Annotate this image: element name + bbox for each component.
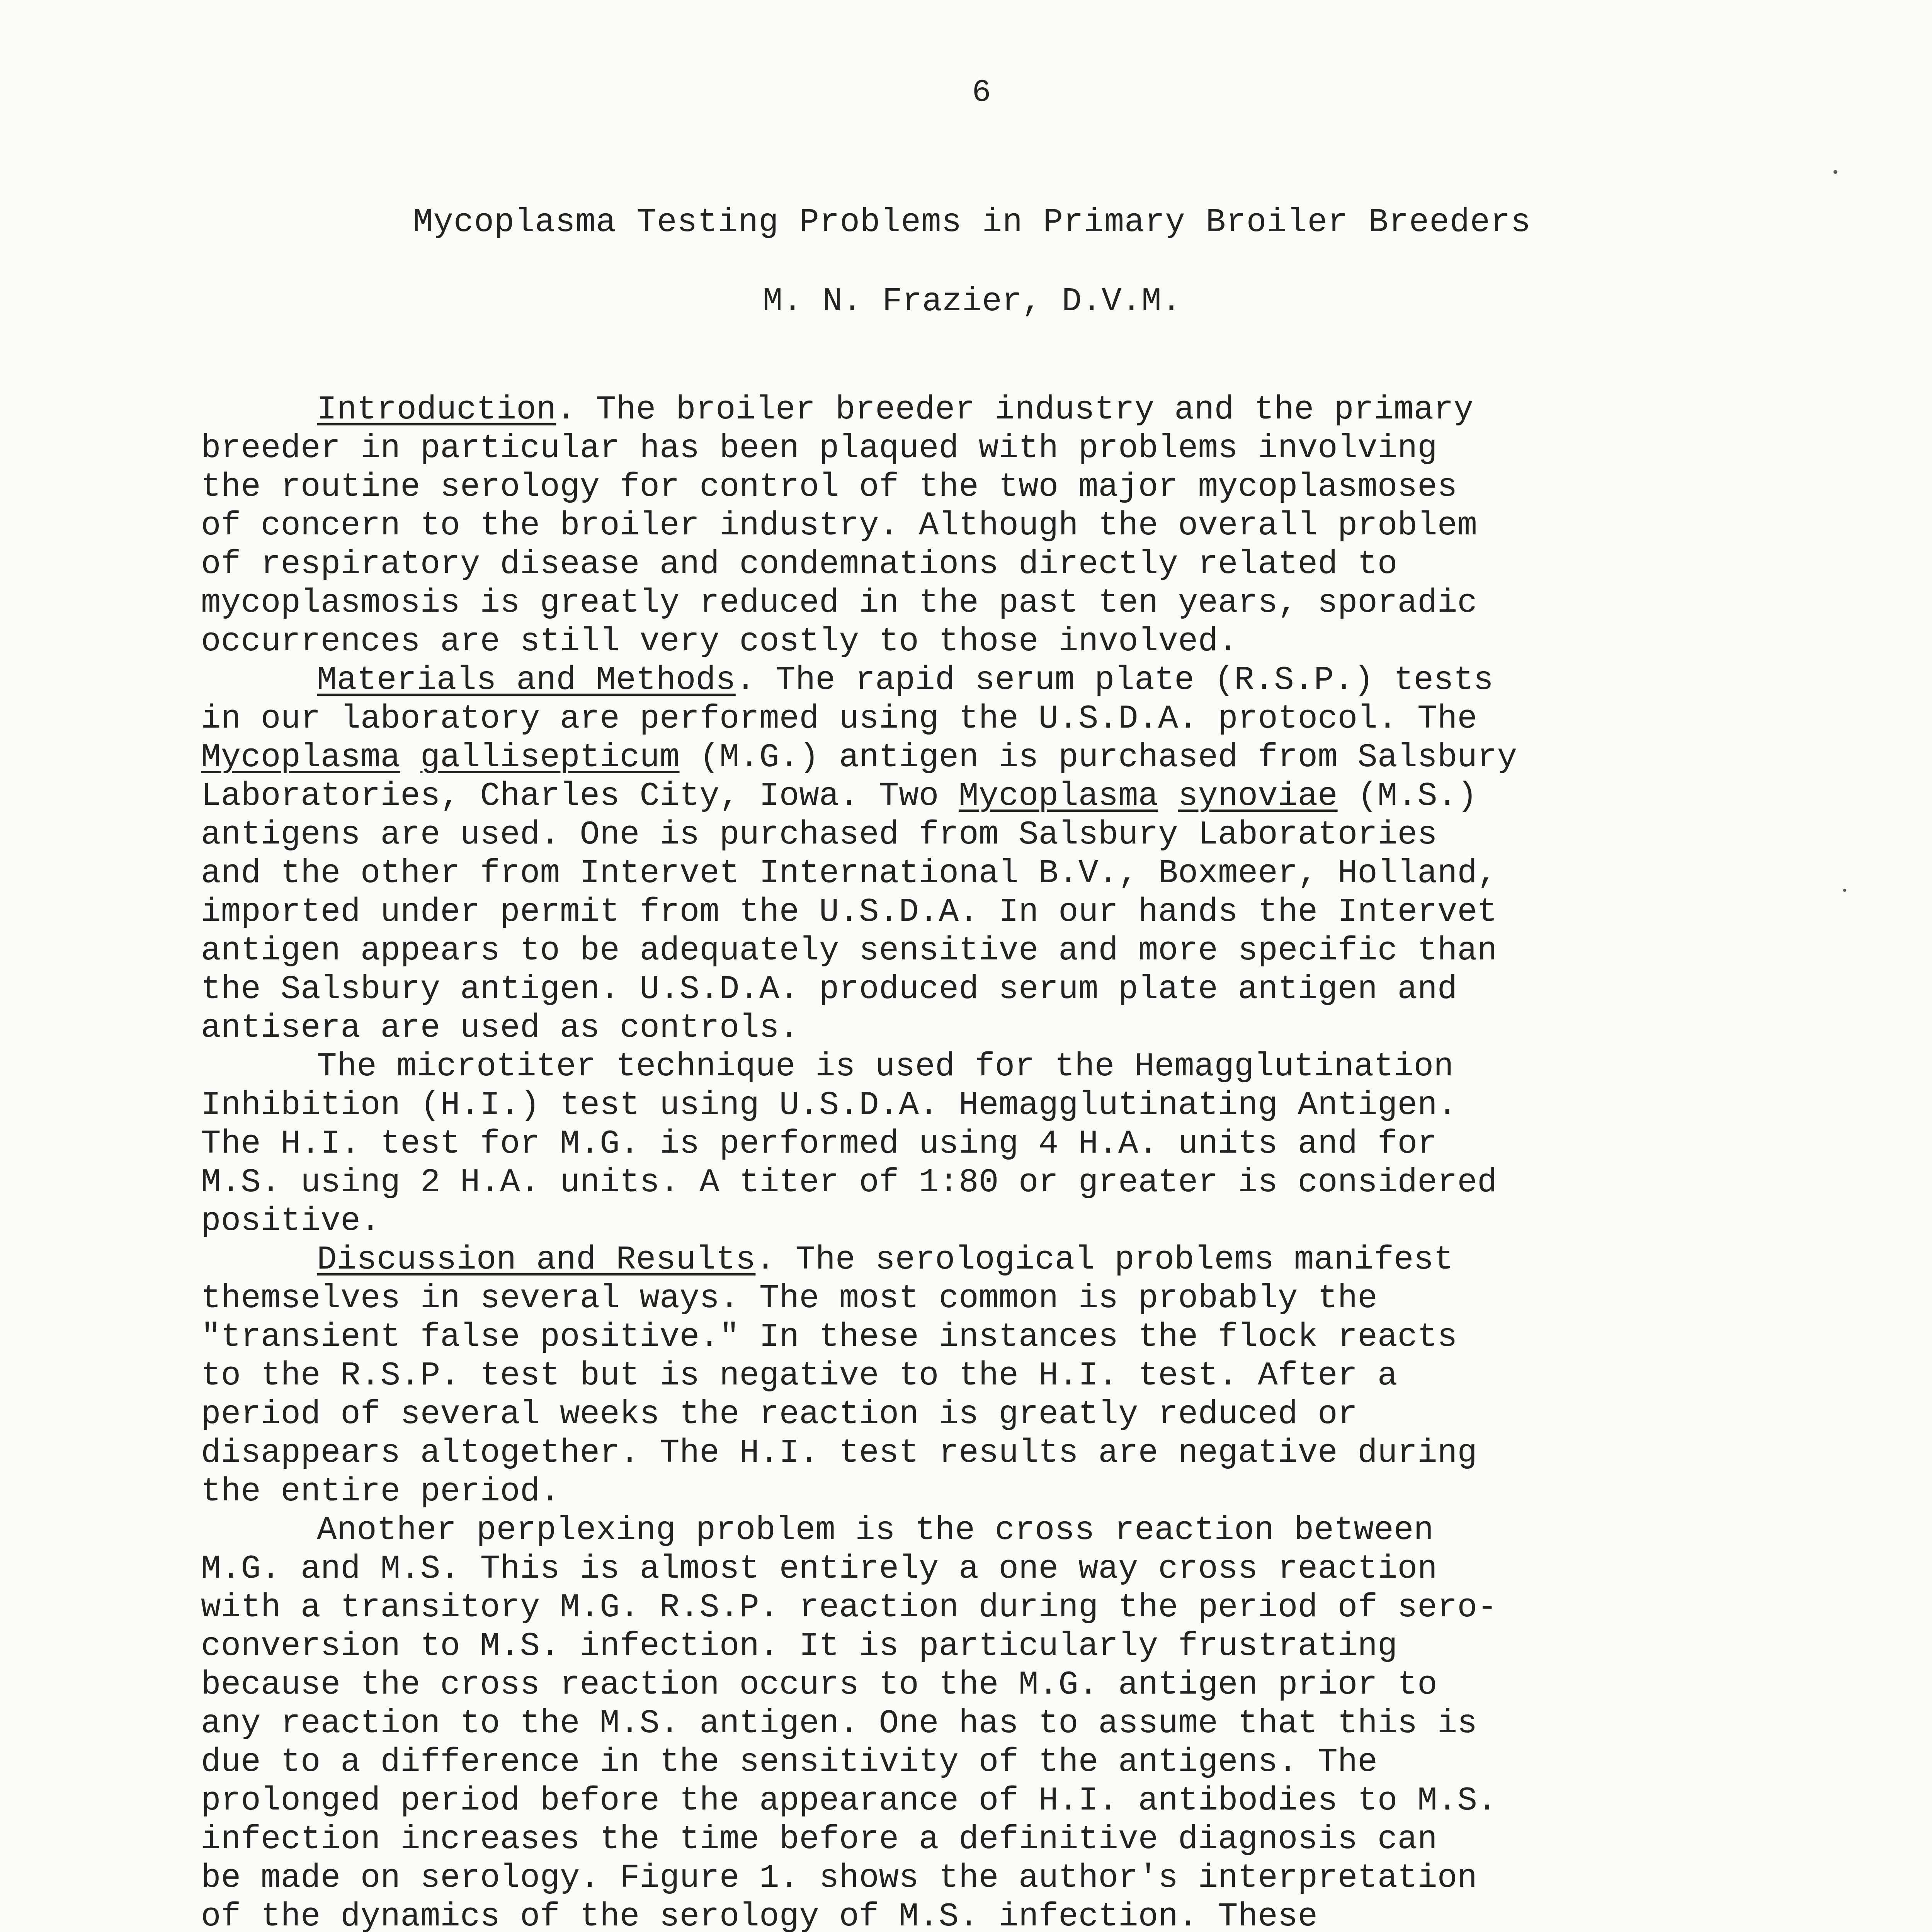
species-epithet: synoviae <box>1178 777 1338 815</box>
text-line: imported under permit from the U.S.D.A. In our hands the Intervet <box>201 893 1497 931</box>
text-line: disappears altogether. The H.I. test results are negative during <box>201 1434 1477 1472</box>
text-line: conversion to M.S. infection. It is particularly frustrating <box>201 1627 1398 1665</box>
text-line: M.S. using 2 H.A. units. A titer of 1:80 or greater is considered <box>201 1163 1497 1201</box>
text-span: (M.S.) <box>1337 777 1477 815</box>
text-line: occurrences are still very costly to those involved. <box>201 622 1238 660</box>
text-line: The H.I. test for M.G. is performed using 4 H.A. units and for <box>201 1125 1437 1163</box>
body-text <box>201 390 1743 1932</box>
text-line: Inhibition (H.I.) test using U.S.D.A. Hemagglutinating Antigen. <box>201 1086 1458 1124</box>
paper-speck <box>1843 889 1846 892</box>
text-line: . The rapid serum plate (R.S.P.) tests <box>735 661 1493 699</box>
paragraph-discussion-results <box>201 1240 1743 1279</box>
text-line: The microtiter technique is used for the Hemagglutination <box>317 1048 1454 1085</box>
text-line: antisera are used as controls. <box>201 1009 799 1047</box>
text-line: the entire period. <box>201 1473 560 1510</box>
text-line: of concern to the broiler industry. Although the overall problem <box>201 507 1477 544</box>
text-line: prolonged period before the appearance of H.I. antibodies to M.S. <box>201 1782 1497 1820</box>
paragraph-materials-methods <box>201 661 1743 699</box>
text-line: and the other from Intervet International B.V., Boxmeer, Holland, <box>201 854 1497 892</box>
text-line: the Salsbury antigen. U.S.D.A. produced serum plate antigen and <box>201 970 1458 1008</box>
text-span: (M.G.) antigen is purchased from Salsbury <box>679 738 1517 776</box>
text-span: Laboratories, Charles City, Iowa. Two <box>201 777 959 815</box>
text-line: in our laboratory are performed using the U.S.D.A. protocol. The <box>201 700 1477 738</box>
heading-introduction: Introduction <box>317 391 556 429</box>
text-line: the routine serology for control of the two major mycoplasmoses <box>201 468 1458 506</box>
species-epithet: gallisepticum <box>420 738 680 776</box>
text-line: M.G. and M.S. This is almost entirely a one way cross reaction <box>201 1550 1437 1588</box>
species-genus: Mycoplasma <box>201 738 401 776</box>
text-line: because the cross reaction occurs to the M.G. antigen prior to <box>201 1666 1437 1704</box>
document-title: Mycoplasma Testing Problems in Primary Broiler Breeders <box>413 203 1531 241</box>
text-line: period of several weeks the reaction is greatly reduced or <box>201 1395 1358 1433</box>
text-line: themselves in several ways. The most common is probably the <box>201 1279 1378 1317</box>
text-line: of the dynamics of the serology of M.S. infection. These <box>201 1898 1318 1932</box>
heading-materials-methods: Materials and Methods <box>317 661 736 699</box>
text-line: antigens are used. One is purchased from Salsbury Laboratories <box>201 816 1437 854</box>
text-line: antigen appears to be adequately sensitive and more specific than <box>201 932 1497 969</box>
page-number: 6 <box>972 75 991 111</box>
text-line <box>201 738 1743 777</box>
text-line: due to a difference in the sensitivity of the antigens. The <box>201 1743 1378 1781</box>
text-line: with a transitory M.G. R.S.P. reaction during the period of sero- <box>201 1588 1497 1626</box>
text-line: of respiratory disease and condemnations directly related to <box>201 545 1398 583</box>
text-line: breeder in particular has been plaqued with problems involving <box>201 429 1437 467</box>
author-byline: M. N. Frazier, D.V.M. <box>762 282 1182 320</box>
text-line <box>201 777 1743 815</box>
text-line: . The serological problems manifest <box>755 1241 1454 1279</box>
text-line: "transient false positive." In these instances the flock reacts <box>201 1318 1458 1356</box>
paper-speck <box>1833 170 1837 174</box>
text-line: positive. <box>201 1202 381 1240</box>
text-line: mycoplasmosis is greatly reduced in the past ten years, sporadic <box>201 584 1477 622</box>
paragraph-introduction <box>201 390 1743 429</box>
text-line: . The broiler breeder industry and the primary <box>556 391 1474 429</box>
text-line: infection increases the time before a definitive diagnosis can <box>201 1820 1437 1858</box>
text-line: be made on serology. Figure 1. shows the author's interpretation <box>201 1859 1477 1897</box>
text-line: any reaction to the M.S. antigen. One has to assume that this is <box>201 1704 1477 1742</box>
text-line: Another perplexing problem is the cross reaction between <box>317 1511 1434 1549</box>
text-line: to the R.S.P. test but is negative to the H.I. test. After a <box>201 1357 1398 1395</box>
species-genus: Mycoplasma <box>959 777 1158 815</box>
heading-discussion-results: Discussion and Results <box>317 1241 756 1279</box>
